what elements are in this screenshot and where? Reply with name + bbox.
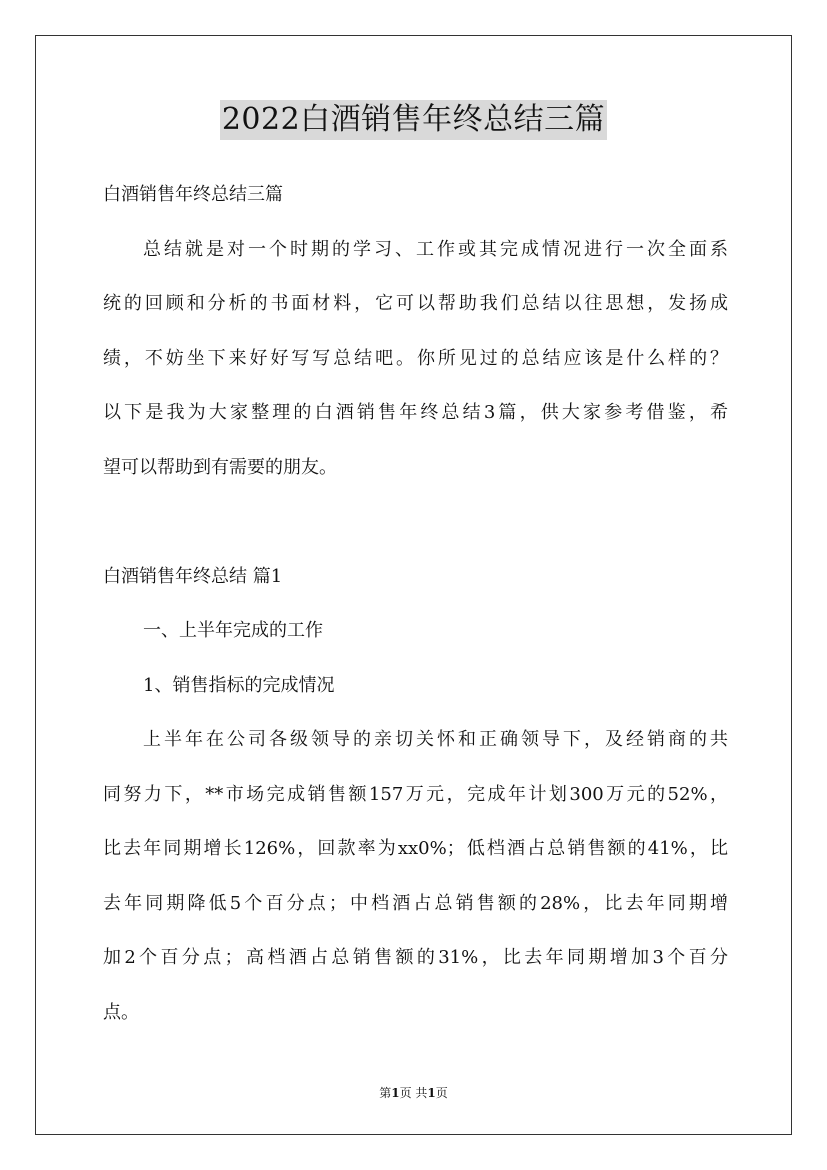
- document-body: [103, 168, 728, 1040]
- section-heading: 白酒销售年终总结 篇1: [103, 565, 283, 587]
- footer-prefix: 第: [379, 1086, 392, 1100]
- body-line-6: 点。: [103, 1001, 139, 1023]
- spacer: [103, 495, 728, 550]
- footer-page-total: 1: [427, 1086, 436, 1100]
- body-line-3: 比去年同期增长126%，回款率为xx0%；低档酒占总销售额的41%，比: [103, 838, 728, 859]
- page-footer: [0, 1084, 827, 1102]
- subheading-2: 1、销售指标的完成情况: [143, 674, 335, 696]
- footer-suffix: 页: [435, 1086, 448, 1100]
- body-line-5: 加2个百分点；高档酒占总销售额的31%，比去年同期增加3个百分: [103, 947, 728, 968]
- body-line-1: 上半年在公司各级领导的亲切关怀和正确领导下，及经销商的共: [143, 729, 728, 750]
- footer-mid: 页 共: [399, 1086, 428, 1100]
- intro-line-3: 绩，不妨坐下来好好写写总结吧。你所见过的总结应该是什么样的？: [103, 347, 728, 369]
- subheading-1: 一、上半年完成的工作: [143, 620, 323, 641]
- intro-line-2: 统的回顾和分析的书面材料，它可以帮助我们总结以往思想，发扬成: [103, 293, 728, 314]
- document-title: 2022白酒销售年终总结三篇: [220, 100, 607, 140]
- intro-line-4: 以下是我为大家整理的白酒销售年终总结3篇，供大家参考借鉴，希: [103, 402, 728, 423]
- intro-line-1: 总结就是对一个时期的学习、工作或其完成情况进行一次全面系: [143, 238, 728, 260]
- subtitle: 白酒销售年终总结三篇: [103, 184, 283, 205]
- body-line-4: 去年同期降低5个百分点；中档酒占总销售额的28%，比去年同期增: [103, 892, 728, 914]
- title-container: [0, 100, 827, 140]
- body-line-2: 同努力下，**市场完成销售额157万元，完成年计划300万元的52%，: [103, 783, 728, 805]
- intro-line-5: 望可以帮助到有需要的朋友。: [103, 456, 337, 478]
- footer-page-number: 1: [391, 1086, 400, 1100]
